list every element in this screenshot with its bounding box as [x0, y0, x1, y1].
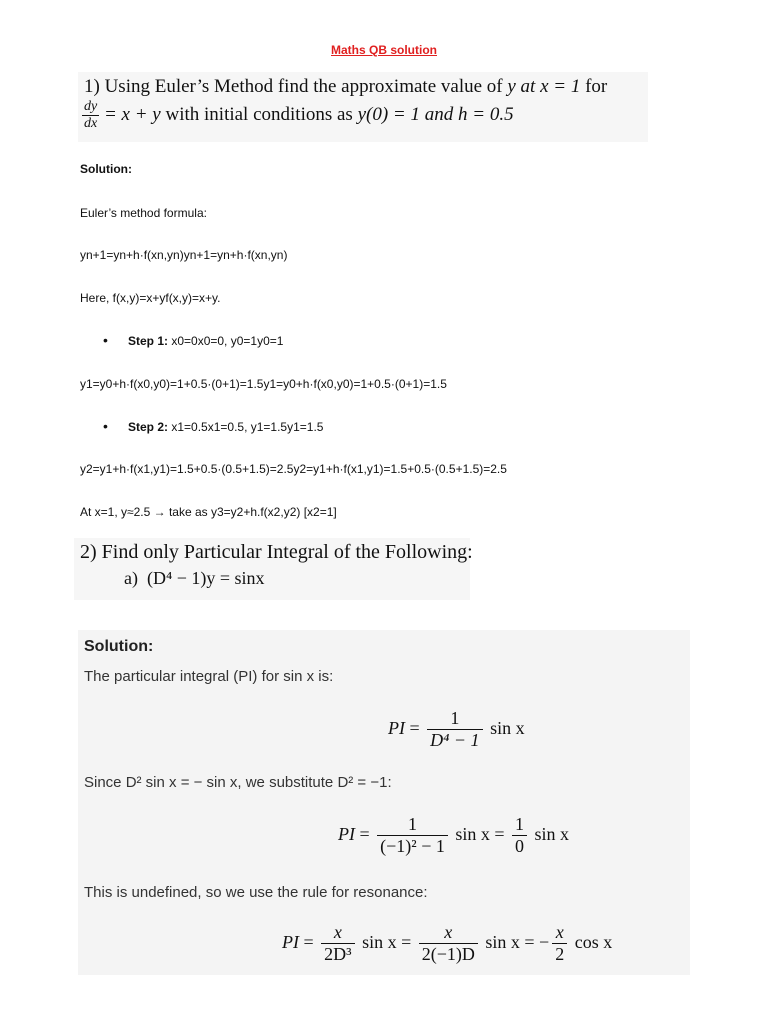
pi-intro-line: The particular integral (PI) for sin x is:	[84, 668, 334, 685]
question-1-line-1: 1) Using Euler’s Method find the approximate value of y at x = 1 for	[84, 76, 608, 97]
resonance-line: This is undefined, so we use the rule for resonance:	[84, 884, 428, 901]
pi-equation-1: PI = $\frac{1}{\text{D⁴ − 1}}$ sin x	[388, 708, 525, 750]
page-title: Maths QB solution	[331, 43, 437, 57]
step-2-line: Step 2: x1=0.5x1=0.5, y1=1.5y1=1.5	[128, 420, 324, 434]
question-1-line-2: $\frac{dy}{dx}$ = x + y with initial conditions as y(0) = 1 and h = 0.5	[84, 99, 514, 131]
bullet-icon: •	[103, 332, 108, 348]
pi-equation-3: PI = $\frac{x}{\text{2D³}}$ sin x = $\frac{x}{2(-1)D}$ sin x = − $\frac{x}{2}$ cos x	[282, 922, 613, 964]
pi-equation-2: PI = $\frac{1}{\text{(−1)² − 1}}$ sin x = $\frac{1}{0}$ sin x	[338, 814, 570, 856]
question-2-part-a: a) (D⁴ − 1)y = sinx	[124, 568, 265, 588]
euler-formula: yn+1=yn+h·f(xn,yn)yn+1=yn+h·f(xn,yn)	[80, 248, 288, 262]
y2-line: y2=y1+h·f(x1,y1)=1.5+0.5·(0.5+1.5)=2.5y2=y1+h·f(x1,y1)=1.5+0.5·(0.5+1.5)=2.5	[80, 462, 507, 476]
y1-line: y1=y0+h·f(x0,y0)=1+0.5·(0+1)=1.5y1=y0+h·f(x0,y0)=1+0.5·(0+1)=1.5	[80, 377, 447, 391]
formula-label: Euler’s method formula:	[80, 206, 207, 220]
solution-1-label: Solution:	[80, 162, 132, 176]
solution-2-label: Solution:	[84, 638, 154, 655]
step-1-line: Step 1: x0=0x0=0, y0=1y0=1	[128, 334, 284, 348]
question-2-line-1: 2) Find only Particular Integral of the Following:	[80, 541, 473, 563]
here-line: Here, f(x,y)=x+yf(x,y)=x+y.	[80, 291, 221, 305]
final-answer-line: At x=1, y≈2.5 → take as y3=y2+h.f(x2,y2) [x2=1]	[80, 505, 337, 519]
dy-dx-fraction: $\frac{dy}{dx}$	[84, 99, 98, 131]
since-substitution-line: Since D² sin x = − sin x, we substitute D² = −1:	[84, 774, 392, 791]
bullet-icon: •	[103, 418, 108, 434]
